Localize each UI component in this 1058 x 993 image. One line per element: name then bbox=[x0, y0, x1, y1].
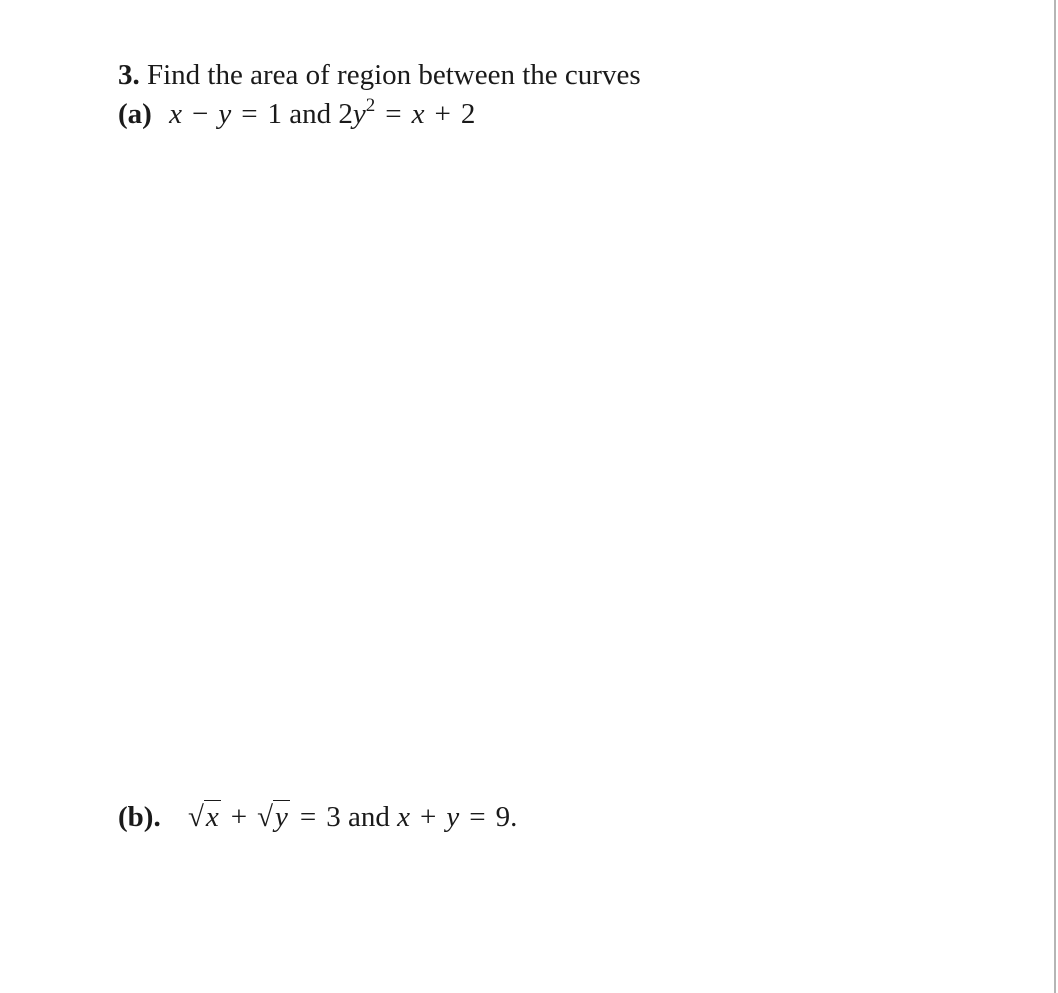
sqrt-x-radicand: x bbox=[205, 801, 219, 833]
part-b-y: y bbox=[446, 801, 460, 833]
part-b-label: (b). bbox=[118, 801, 161, 833]
part-a-eq1-minus: − bbox=[191, 98, 209, 130]
problem-number: 3. bbox=[118, 59, 140, 91]
part-b-plus1: + bbox=[230, 801, 248, 833]
part-b-equals1: = bbox=[299, 801, 317, 833]
part-a-and: and bbox=[289, 98, 332, 130]
part-b-equals2: = bbox=[469, 801, 486, 833]
part-a-label: (a) bbox=[118, 98, 152, 130]
part-b-and: and bbox=[348, 801, 390, 833]
part-a-eq1-y: y bbox=[218, 98, 232, 130]
problem-heading bbox=[118, 58, 641, 92]
part-a-eq1-equals: = bbox=[241, 98, 258, 130]
part-a-equations bbox=[118, 97, 475, 131]
part-a-eq2-exponent: 2 bbox=[365, 95, 376, 116]
part-a-eq1-rhs: 1 bbox=[267, 98, 283, 130]
part-a-eq2-const: 2 bbox=[460, 98, 476, 130]
part-b-x: x bbox=[397, 801, 411, 833]
sqrt-y-radicand: y bbox=[275, 801, 288, 833]
sqrt-x bbox=[188, 800, 221, 834]
part-b-equations bbox=[118, 800, 517, 834]
sqrt-x-sign: √ bbox=[187, 801, 204, 833]
sqrt-y bbox=[257, 800, 290, 834]
part-a-eq2-equals: = bbox=[385, 98, 402, 130]
part-b-rhs2: 9. bbox=[495, 801, 518, 833]
part-a-eq2-x: x bbox=[411, 98, 425, 130]
part-a-eq2-coef: 2 bbox=[338, 98, 353, 130]
part-b-plus2: + bbox=[420, 801, 437, 833]
problem-prompt: Find the area of region between the curves bbox=[147, 59, 641, 91]
part-b-rhs1: 3 bbox=[326, 801, 341, 833]
part-a-eq2-var: y bbox=[352, 98, 366, 130]
sqrt-y-sign: √ bbox=[257, 801, 274, 833]
page-edge-divider bbox=[1054, 0, 1056, 993]
part-a-eq1-x: x bbox=[169, 98, 182, 130]
part-a-eq2-plus: + bbox=[434, 98, 451, 130]
